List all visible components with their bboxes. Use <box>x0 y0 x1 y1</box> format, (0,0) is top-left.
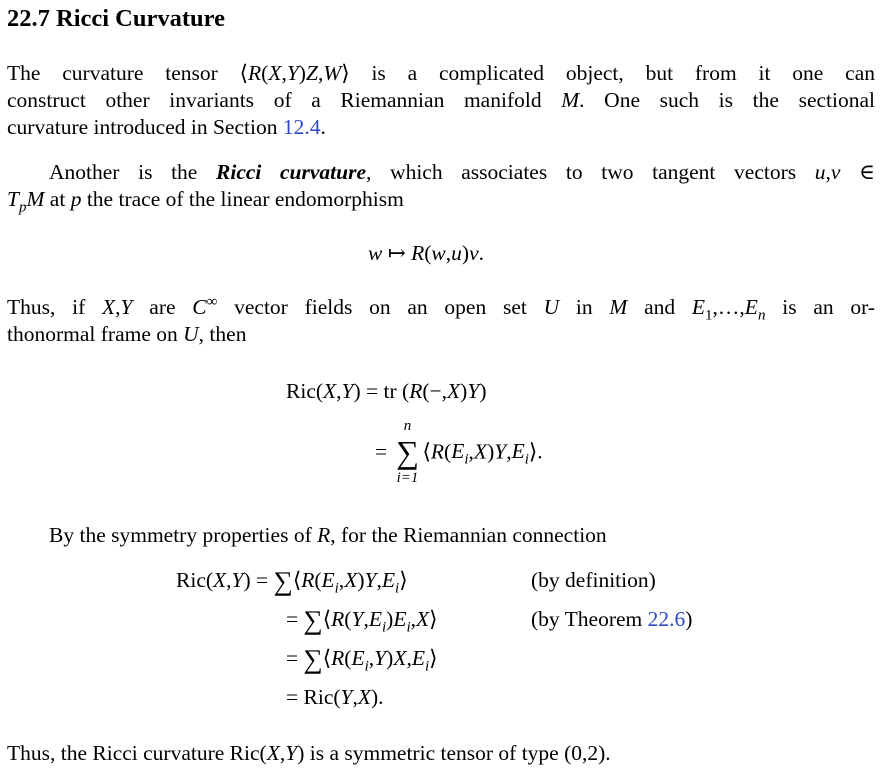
equation-ricci-definition: Ric(X,Y) = tr (R(−,X)Y) <box>286 379 487 403</box>
equation-symmetry-row4: = Ric(Y,X). <box>286 685 384 709</box>
para5-conclusion: Thus, the Ricci curvature Ric(X,Y) is a symmetric tensor of type (0,2). <box>7 741 611 765</box>
para1-line3-text: curvature introduced in Section <box>7 115 283 139</box>
para3-line1: Thus, if X,Y are C∞ vector fields on an open set U in M and $E_1,\dots,E_n$ is an or- <box>7 293 876 324</box>
para1-line3 <box>7 114 875 141</box>
para4: By the symmetry properties of R, for the Riemannian connection <box>49 523 607 547</box>
sum-upper-limit: n <box>403 418 412 434</box>
equation-endomorphism: w ↦ R(w,u)v. <box>368 241 484 265</box>
equation-symmetry-row3: = $\sum⟨R(E_i,Y)X,E_i⟩$ <box>286 644 438 675</box>
para2-line2: $T_pM$ at p the trace of the linear endomorphism <box>7 187 404 216</box>
section-title: 22.7 Ricci Curvature <box>7 5 225 32</box>
para1-line1: The curvature tensor ⟨R(X,Y)Z,W⟩ is a complicated object, but from it one can <box>7 61 875 85</box>
para2-pre: Another is the <box>49 160 216 184</box>
theorem-22-6-link[interactable]: 22.6 <box>647 607 686 631</box>
note-by-theorem-text: (by Theorem <box>531 607 648 631</box>
equation-symmetry-row2: = $\sum⟨R(Y,E_i)E_i,X⟩$ <box>286 605 438 636</box>
equation-ricci-sum: = n ∑ i=1 $⟨R(E_i,X)Y,E_i⟩$. <box>375 418 543 486</box>
note-by-definition: (by definition) <box>531 568 656 592</box>
ricci-curvature-term: Ricci curvature <box>216 160 367 184</box>
section-12-4-link[interactable]: 12.4 <box>282 115 321 139</box>
para1-line3-end: . <box>320 115 326 139</box>
equation-symmetry-row1: $Ric(X,Y) = \sum⟨R(E_i,X)Y,E_i⟩$ <box>176 566 408 597</box>
sum-lower-limit: i=1 <box>396 470 419 486</box>
para1-line2: construct other invariants of a Riemannian manifold M. One such is the sectional <box>7 88 875 112</box>
para2-line1: Another is the Ricci curvature, which associates to two tangent vectors u,v ∈ <box>49 160 876 184</box>
summation-symbol: n ∑ i=1 <box>395 437 421 470</box>
note-by-theorem-close: ) <box>685 607 693 631</box>
note-by-theorem <box>531 606 692 633</box>
para3-line2: thonormal frame on U, then <box>7 322 247 346</box>
